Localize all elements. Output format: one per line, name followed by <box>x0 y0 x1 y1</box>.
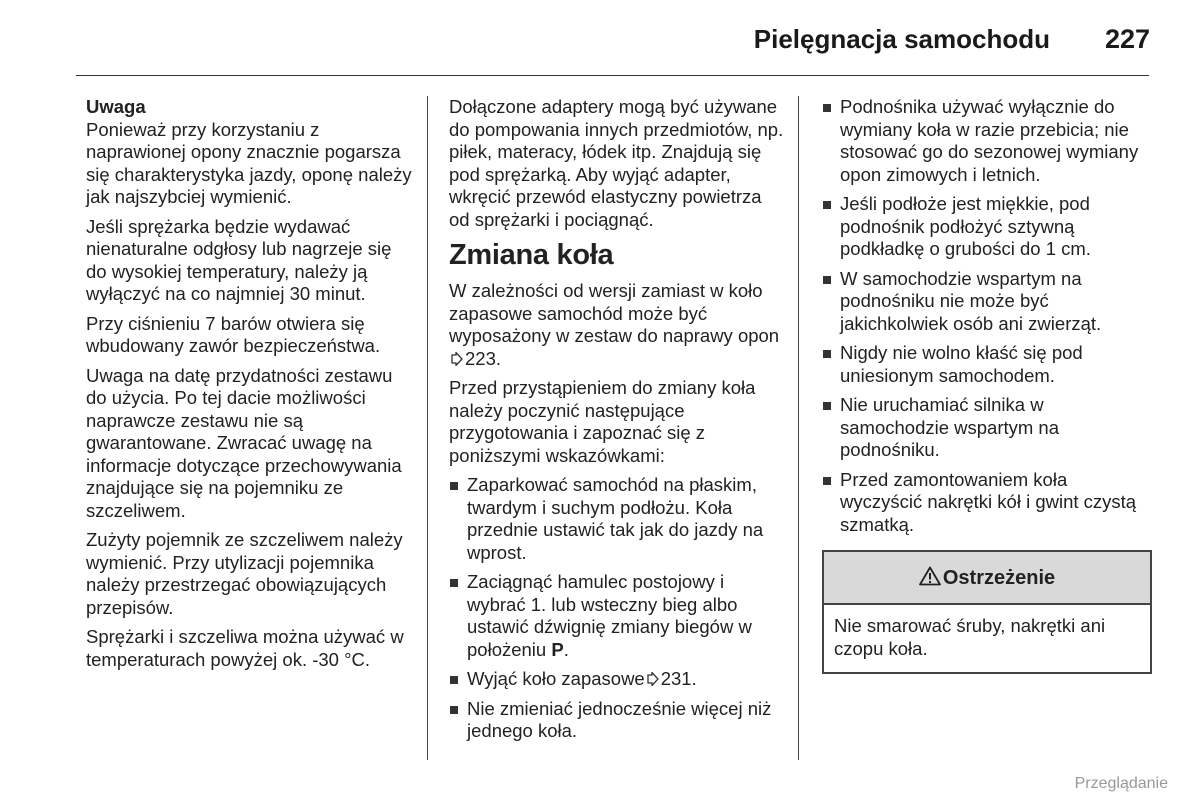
column-3 <box>822 96 1152 674</box>
list-item: Zaciągnąć hamulec postojowy i wybrać 1. lub wsteczny bieg albo ustawić dźwignię zmiany biegów w położeniu P. <box>449 571 784 661</box>
page-reference-arrow-icon <box>450 352 463 366</box>
list-item: Nigdy nie wolno kłaść się pod uniesionym samochodem. <box>822 342 1152 387</box>
list-item-text: Wyjąć koło zapasowe <box>467 668 645 689</box>
intro-paragraph <box>449 280 784 370</box>
gear-position: P <box>551 638 564 660</box>
column-1 <box>86 96 414 678</box>
column-divider <box>798 96 799 760</box>
note-text: Ponieważ przy korzystaniu z naprawionej opony znacznie pogarsza się charakterystyka jazdy, oponę należy jak najszybciej wymienić. <box>86 118 412 207</box>
paragraph: Przy ciśnieniu 7 barów otwiera się wbudowany zawór bezpieczeństwa. <box>86 312 381 356</box>
warning-box <box>822 550 1152 674</box>
list-item: Podnośnika używać wyłącznie do wymiany koła w razie przebicia; nie stosować go do sezonowej wymiany opon zimowych i letnich. <box>822 96 1152 186</box>
browse-link[interactable]: Przeglądanie <box>1074 775 1168 792</box>
list-item: Jeśli podłoże jest miękkie, pod podnośnik podłożyć sztywną podkładkę o grubości do 1 cm. <box>822 193 1152 261</box>
intro-text: W zależności od wersji zamiast w koło zapasowe samochód może być wyposażony w zestaw do naprawy opon <box>449 280 780 346</box>
list-item: Przed zamontowaniem koła wyczyścić nakrętki kół i gwint czystą szmatką. <box>822 469 1152 537</box>
list-item: Nie uruchamiać silnika w samochodzie wspartym na podnośniku. <box>822 394 1152 462</box>
column-divider <box>427 96 428 760</box>
paragraph: Sprężarki i szczeliwa można używać w temperaturach powyżej ok. -30 °C. <box>86 626 404 670</box>
warning-text: Nie smarować śruby, nakrętki ani czopu koła. <box>834 615 1106 659</box>
jack-safety-list <box>822 96 1152 536</box>
spare-wheel-page-link[interactable]: 231. <box>660 668 697 689</box>
page-reference-arrow-icon <box>646 672 659 686</box>
list-item <box>449 668 784 691</box>
page-number: 227 <box>1104 24 1150 54</box>
warning-triangle-icon <box>919 566 941 586</box>
list-item: Zaparkować samochód na płaskim, twardym i suchym podłożu. Koła przednie ustawić tak jak do jazdy na wprost. <box>449 474 784 564</box>
list-item: Nie zmieniać jednocześnie więcej niż jednego koła. <box>449 698 784 743</box>
column-2 <box>449 96 784 750</box>
adapters-paragraph: Dołączone adaptery mogą być używane do pompowania innych przedmiotów, np. piłek, materacy, łódek itp. Znajdują się pod sprężarką. Aby wyjąć adapter, wkręcić przewód elastyczny powietrza od sprężarki i pociągnąć. <box>449 96 784 230</box>
paragraph: Uwaga na datę przydatności zestawu do użycia. Po tej dacie możliwości naprawcze zestawu nie są gwarantowane. Zwracać uwagę na informacje dotyczące przechowywania znajdujące się na pojemniku ze szczeliwem. <box>86 364 402 521</box>
warning-header <box>824 552 1150 605</box>
intro-page-link[interactable]: 223. <box>465 347 502 369</box>
list-item-text: Zaciągnąć hamulec postojowy i wybrać 1. lub wsteczny bieg albo ustawić dźwignię zmiany biegów w położeniu <box>467 571 752 660</box>
paragraph: Jeśli sprężarka będzie wydawać nienaturalne odgłosy lub nagrzeje się do wysokiej temperatury, należy ją wyłączyć na co najmniej 30 minut. <box>86 215 392 304</box>
header-divider <box>76 75 1149 76</box>
page-header-title: Pielęgnacja samochodu <box>753 24 1050 54</box>
paragraph: Zużyty pojemnik ze szczeliwem należy wymienić. Przy utylizacji pojemnika należy przestrzegać obowiązujących przepisów. <box>86 529 403 618</box>
section-heading: Zmiana koła <box>449 239 614 271</box>
prep-paragraph: Przed przystąpieniem do zmiany koła należy poczynić następujące przygotowania i zapoznać się z poniższymi wskazówkami: <box>449 377 756 466</box>
prep-list <box>449 474 784 743</box>
warning-title: Ostrzeżenie <box>942 567 1056 589</box>
note-title: Uwaga <box>86 96 146 117</box>
list-item: W samochodzie wspartym na podnośniku nie może być jakichkolwiek osób ani zwierząt. <box>822 268 1152 336</box>
